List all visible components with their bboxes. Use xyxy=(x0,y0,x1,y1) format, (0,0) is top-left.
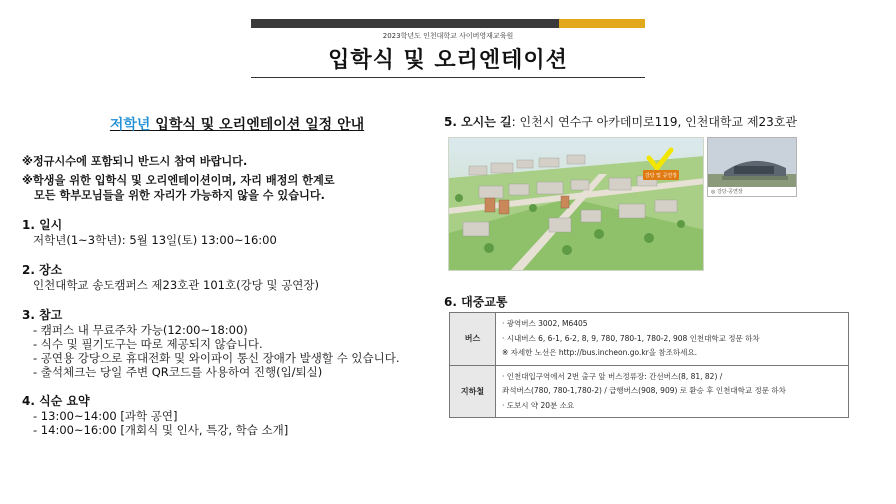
header-bar-gold xyxy=(559,19,645,28)
transit-subway-line: · 인천대입구역에서 2번 출구 앞 버스정류장: 간선버스(8, 81, 82) / xyxy=(502,371,723,381)
notice-seating-line2: 모든 학부모님들을 위한 자리가 가능하지 않을 수 있습니다. xyxy=(34,189,325,202)
map-marker-label: 강당 및 공연장 xyxy=(644,173,678,179)
page-subtitle: 2023학년도 인천대학교 사이버영재교육원 xyxy=(382,32,514,40)
transit-bus-label: 버스 xyxy=(450,313,496,366)
notes-item: - 출석체크는 당일 주변 QR코드를 사용하여 진행(입/퇴실) xyxy=(33,365,323,379)
schedule-heading-accent: 저학년 xyxy=(109,117,151,133)
agenda-item: - 13:00~14:00 [과학 공연] xyxy=(33,409,178,423)
agenda-list xyxy=(22,409,422,437)
notice-seating-line1: ※학생을 위한 입학식 및 오리엔테이션이며, 자리 배정의 한계로 xyxy=(22,174,335,187)
campus-map xyxy=(448,137,704,271)
notice-attendance: ※정규시수에 포함되니 반드시 참여 바랍니다. xyxy=(22,155,248,168)
section-notes-title: 3. 참고 xyxy=(22,308,63,322)
page-title: 입학식 및 오리엔테이션 xyxy=(328,48,568,73)
section-date xyxy=(22,218,422,248)
section-place xyxy=(22,263,422,293)
building-photo xyxy=(707,137,797,197)
section-agenda xyxy=(22,394,422,437)
building-photo-caption: ◎ 강당·공연장 xyxy=(708,187,796,196)
directions-heading xyxy=(444,113,797,130)
section-place-body: 인천대학교 송도캠퍼스 제23호관 101호(강당 및 공연장) xyxy=(33,278,320,292)
notes-item: - 캠퍼스 내 무료주차 가능(12:00~18:00) xyxy=(33,323,248,337)
transit-subway-line: · 도보시 약 20분 소요 xyxy=(502,400,575,410)
section-place-title: 2. 장소 xyxy=(22,263,63,277)
transit-bus-line: · 시내버스 6, 6-1, 6-2, 8, 9, 780, 780-1, 780-2, 908 인천대학교 정문 하차 xyxy=(502,333,760,343)
schedule-panel xyxy=(22,114,422,437)
directions-address: : 인천시 연수구 아카데미로119, 인천대학교 제23호관 xyxy=(511,115,797,129)
notes-list xyxy=(22,323,422,379)
transit-subway-label: 지하철 xyxy=(450,365,496,418)
header-bar xyxy=(251,19,645,28)
notes-item: - 식수 및 필기도구는 따로 제공되지 않습니다. xyxy=(33,337,263,351)
transit-subway-line: 좌석버스(780, 780-1,780-2) / 급행버스(908, 909) 로 환승 후 인천대학교 정문 하차 xyxy=(502,386,786,395)
section-date-title: 1. 일시 xyxy=(22,218,63,232)
schedule-heading xyxy=(52,114,422,134)
section-date-body: 저학년(1~3학년): 5월 13일(토) 13:00~16:00 xyxy=(33,233,277,247)
transit-table xyxy=(449,312,849,418)
agenda-item: - 14:00~16:00 [개회식 및 인사, 특강, 학습 소개] xyxy=(33,423,289,437)
section-agenda-title: 4. 식순 요약 xyxy=(22,394,90,408)
header-bar-dark xyxy=(251,19,559,28)
transit-subway-content xyxy=(496,365,849,418)
notes-item: - 공연용 강당으로 휴대전화 및 와이파이 통신 장애가 발생할 수 있습니다. xyxy=(33,351,400,365)
directions-label: 5. 오시는 길 xyxy=(444,115,512,129)
notice-seating xyxy=(22,173,422,203)
table-row xyxy=(450,313,849,366)
title-divider xyxy=(251,77,645,78)
transit-bus-content xyxy=(496,313,849,366)
transit-bus-line: · 광역버스 3002, M6405 xyxy=(502,319,588,328)
section-notes xyxy=(22,308,422,379)
schedule-heading-text: 입학식 및 오리엔테이션 일정 안내 xyxy=(150,117,365,133)
transit-bus-line: ※ 자세한 노선은 http://bus.incheon.go.kr을 참조하세요. xyxy=(502,348,698,357)
table-row xyxy=(450,365,849,418)
campus-map-illustration xyxy=(449,138,704,271)
transit-heading: 6. 대중교통 xyxy=(444,295,508,309)
